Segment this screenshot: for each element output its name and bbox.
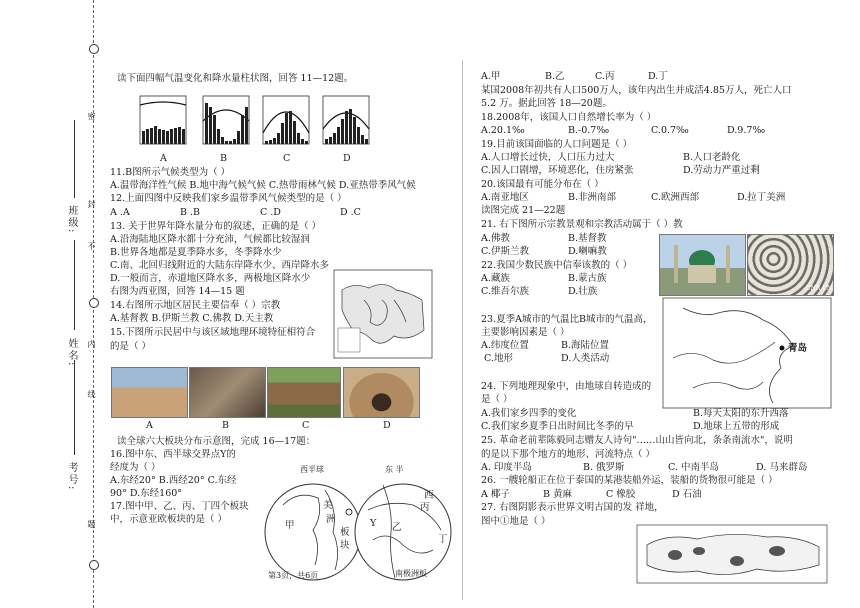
q23-option-b[interactable]: B.海陆位置 xyxy=(561,340,610,351)
chart-label-b: B xyxy=(220,153,227,164)
chart-label-d: D xyxy=(343,153,351,164)
q18-option-c[interactable]: C.0.7‰ xyxy=(651,125,689,136)
question-16-options-1[interactable]: A.东经20° B.西经20° C.东经 xyxy=(110,475,237,486)
question-25: 25. 革命老前辈陈毅同志赠友人诗句"……山山皆向北，条条南流水"，说明 xyxy=(481,435,793,446)
intro-21-22: 读图完成 21—22题 xyxy=(481,205,566,216)
map-city-label: 青岛 xyxy=(788,343,808,354)
q24-option-d[interactable]: D.地球上五带的形成 xyxy=(693,421,780,432)
civilization-map xyxy=(637,525,827,583)
seal-char: 线 xyxy=(87,390,96,400)
binding-hole xyxy=(89,560,99,570)
question-16-options-2[interactable]: 90° D.东经160° xyxy=(110,488,183,499)
map-east-label: 东 半 xyxy=(385,465,404,474)
q12-option-b[interactable]: B .B xyxy=(180,207,201,218)
q24-option-b[interactable]: B.每天太阳的东升西落 xyxy=(693,408,789,419)
house-photo-a xyxy=(111,367,188,418)
question-20: 20.该国最有可能分布在（ ） xyxy=(481,179,604,190)
question-26: 26. 一艘轮船正在位于泰国的某港装船外运，装船的货物很可能是（ ） xyxy=(481,475,778,486)
q18-option-d[interactable]: D.9.7‰ xyxy=(727,125,766,136)
q25-option-c[interactable]: C. 中南半岛 xyxy=(668,462,719,473)
q24-option-a[interactable]: A.我们家乡四季的变化 xyxy=(481,408,577,419)
q19-option-c[interactable]: C.因人口剧增，环境恶化，住房紧张 xyxy=(481,165,634,176)
q13-option-c[interactable]: C.南、北回归线附近的大陆东岸降水少、西岸降水多 xyxy=(110,260,329,271)
question-23: 23.夏季A城市的气温比B城市的气温高， xyxy=(481,314,653,325)
house-photo-b xyxy=(189,367,266,418)
seal-char: 不 xyxy=(87,242,96,252)
q21-option-c[interactable]: C.伊斯兰教 xyxy=(481,246,529,257)
west-asia-map xyxy=(334,270,432,358)
question-12: 12.上面四图中反映我们家乡温带季风气候类型的是（ ） xyxy=(110,193,347,204)
class-label: 班级: xyxy=(66,205,77,235)
q17-option-b[interactable]: B.乙 xyxy=(545,71,565,82)
map-south-label: 南极洲板 xyxy=(395,569,427,578)
q26-option-a[interactable]: A 椰子 xyxy=(481,489,510,500)
q22-option-c[interactable]: C.维吾尔族 xyxy=(481,286,529,297)
q20-option-c[interactable]: C.欧洲西部 xyxy=(651,192,699,203)
q21-option-b[interactable]: B.基督教 xyxy=(568,233,607,244)
binding-hole xyxy=(89,44,99,54)
climate-chart-b xyxy=(203,96,249,144)
map-label: 甲 xyxy=(285,520,295,531)
map-label: Y xyxy=(370,518,377,529)
seal-char: 题 xyxy=(87,520,96,530)
question-15-cont: 的是（ ） xyxy=(110,341,152,352)
question-24-cont: 是（ ） xyxy=(481,394,513,405)
climate-chart-c xyxy=(263,96,309,144)
chart-label-c: C xyxy=(283,153,291,164)
q20-option-d[interactable]: D.拉丁美洲 xyxy=(737,192,786,203)
q22-option-d[interactable]: D.壮族 xyxy=(568,286,598,297)
photo-caption: CNR.CN xyxy=(806,285,833,292)
intro-18-20-line2: 5.2 万。据此回答 18—20题。 xyxy=(481,98,612,109)
house-photo-d xyxy=(343,367,420,418)
q18-option-b[interactable]: B.-0.7‰ xyxy=(568,125,610,136)
q19-option-b[interactable]: B.人口老龄化 xyxy=(683,152,741,163)
page-footer: 第3页，共6页 xyxy=(268,571,319,580)
climate-charts xyxy=(118,93,378,153)
photo-label-c: C xyxy=(302,420,310,431)
question-11: 11.B图所示气候类型为（ ） xyxy=(110,167,231,178)
q18-option-a[interactable]: A.20.1‰ xyxy=(481,125,525,136)
q19-option-d[interactable]: D.劳动力严重过剩 xyxy=(683,165,760,176)
question-13: 13. 关于世界年降水量分布的叙述，正确的是（ ） xyxy=(110,221,322,232)
class-field[interactable] xyxy=(74,120,75,198)
q22-option-b[interactable]: B.蒙古族 xyxy=(568,273,607,284)
question-14: 14.右图所示地区居民主要信奉（ ）宗教 xyxy=(110,300,281,311)
q23-option-a[interactable]: A.纬度位置 xyxy=(481,340,529,351)
q26-option-d[interactable]: D 石油 xyxy=(672,489,702,500)
map-label: 洲 xyxy=(326,514,336,525)
photo-label-d: D xyxy=(383,420,391,431)
question-14-options[interactable]: A.基督教 B.伊斯兰教 C.佛教 D.天主教 xyxy=(110,313,274,324)
q13-option-b[interactable]: B.世界各地都是夏季降水多，冬季降水少 xyxy=(110,247,282,258)
q13-option-d[interactable]: D.一般而言，赤道地区降水多，两极地区降水少 xyxy=(110,273,311,284)
map-label: 西 xyxy=(424,490,434,501)
intro-16-17: 读全球六大板块分布示意图，完成 16—17题： xyxy=(117,436,316,447)
intro-18-20-line1: 某国2008年初共有人口500万人，该年内出生并成活4.85万人，死亡人口 xyxy=(481,85,792,96)
map-label: 块 xyxy=(340,540,350,551)
intro-11-12: 读下面四幅气温变化和降水量柱状图，回答 11—12题。 xyxy=(117,73,354,84)
map-label: 丁 xyxy=(438,534,448,545)
q25-option-d[interactable]: D. 马来群岛 xyxy=(756,462,808,473)
q22-option-a[interactable]: A.藏族 xyxy=(481,273,510,284)
map-label: 乙 xyxy=(392,522,402,533)
q17-option-d[interactable]: D.丁 xyxy=(648,71,668,82)
question-21: 21. 右下图所示宗教景观和宗教活动属于（ ）教 xyxy=(481,219,683,230)
q17-option-c[interactable]: C.丙 xyxy=(595,71,615,82)
name-label: 姓名: xyxy=(66,338,77,368)
question-17-cont: 中，示意亚欧板块的是（ ） xyxy=(110,514,228,525)
q26-option-b[interactable]: B 黄麻 xyxy=(543,489,573,500)
q19-option-a[interactable]: A.人口增长过快，人口压力过大 xyxy=(481,152,615,163)
seal-char: 封 xyxy=(87,200,96,210)
q24-option-c[interactable]: C.我们家乡夏季日出时间比冬季的早 xyxy=(481,421,634,432)
question-17: 17.图中甲、乙、丙、丁四个板块 xyxy=(110,501,249,512)
binding-hole xyxy=(89,298,99,308)
mosque-photo xyxy=(659,234,746,296)
q17-option-a[interactable]: A.甲 xyxy=(481,71,501,82)
q25-option-a[interactable]: A. 印度半岛 xyxy=(481,462,532,473)
question-24: 24. 下列地理现象中，由地球自转造成的 xyxy=(481,381,652,392)
seal-char: 密 xyxy=(87,112,96,122)
seal-char: 内 xyxy=(87,340,96,350)
q12-option-a[interactable]: A .A xyxy=(110,207,130,218)
question-22: 22.我国少数民族中信奉该教的（ ） xyxy=(481,260,633,271)
q21-option-a[interactable]: A.佛教 xyxy=(481,233,510,244)
map-west-label: 西半球 xyxy=(300,465,324,474)
map-label: 丙 xyxy=(420,502,430,513)
climate-chart-d xyxy=(323,96,369,144)
q26-option-c[interactable]: C 橡胶 xyxy=(606,489,636,500)
name-field[interactable] xyxy=(74,240,75,330)
question-16: 16.图中东、西半球交界点Y的 xyxy=(110,449,236,460)
question-27-cont: 图中①地是（ ） xyxy=(481,516,551,527)
house-photo-c xyxy=(267,367,341,418)
q23-option-d[interactable]: D.人类活动 xyxy=(561,353,610,364)
question-27: 27. 右图阴影表示世界文明古国的发 祥地， xyxy=(481,502,664,513)
q12-option-d[interactable]: D .C xyxy=(340,207,361,218)
question-16-cont: 经度为（ ） xyxy=(110,462,161,473)
q21-option-d[interactable]: D.喇嘛教 xyxy=(568,246,607,257)
question-11-options[interactable]: A.温带海洋性气候 B.地中海气候气候 C.热带雨林气候 D.亚热带季风气候 xyxy=(110,180,416,191)
photo-label-a: A xyxy=(146,420,153,431)
q13-option-a[interactable]: A.沿海陆地区降水都十分充沛，气候都比较湿润 xyxy=(110,234,310,245)
intro-14-15: 右图为西亚图，回答 14—15 题 xyxy=(110,286,245,297)
question-23-cont: 主要影响因素是（ ） xyxy=(481,327,570,338)
q25-option-b[interactable]: B. 俄罗斯 xyxy=(583,462,625,473)
exam-no-label: 考号: xyxy=(66,462,77,492)
question-15: 15.下图所示民居中与该区域地理环境特征相符合 xyxy=(110,327,316,338)
exam-no-field[interactable] xyxy=(74,360,75,455)
climate-chart-a xyxy=(140,96,186,144)
column-divider xyxy=(462,60,463,600)
question-19: 19.目前该国面临的人口问题是（ ） xyxy=(481,139,633,150)
q23-option-c[interactable]: C.地形 xyxy=(484,353,513,364)
chart-label-a: A xyxy=(160,153,167,164)
map-label: 美 xyxy=(323,500,333,511)
question-18: 18.2008年，该国人口自然增长率为（ ） xyxy=(481,112,657,123)
q12-option-c[interactable]: C .D xyxy=(260,207,281,218)
q20-option-a[interactable]: A.南亚地区 xyxy=(481,192,529,203)
q20-option-b[interactable]: B.非洲南部 xyxy=(568,192,617,203)
photo-label-b: B xyxy=(222,420,229,431)
question-25-cont: 的是以下那个地方的地形、河流特点（ ） xyxy=(481,449,656,460)
map-label: 板 xyxy=(340,527,350,538)
